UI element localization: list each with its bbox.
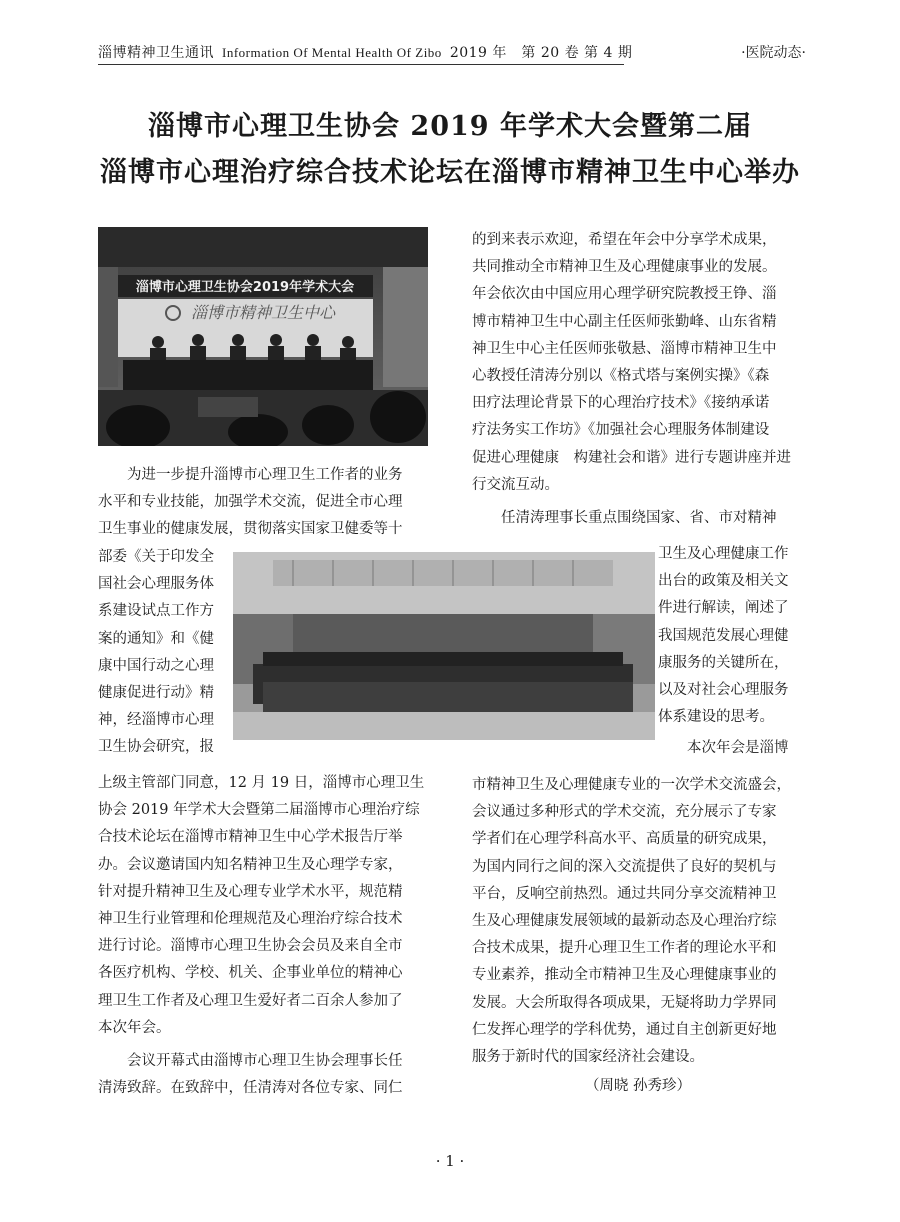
left-column-wrap bbox=[98, 544, 230, 762]
body-line: 生及心理健康发展领域的最新动态及心理治疗综 bbox=[472, 913, 777, 930]
wrap-line: 健康促进行动》精 bbox=[98, 685, 214, 702]
wrap-line: 我国规范发展心理健 bbox=[658, 627, 789, 644]
article-title bbox=[60, 104, 840, 196]
page-number: · 1 · bbox=[435, 1152, 465, 1170]
title-line-2: 淄博市心理治疗综合技术论坛在淄博市精神卫生中心举办 bbox=[100, 157, 800, 188]
wrap-line: 康中国行动之心理 bbox=[98, 657, 214, 674]
banner-text: 淄博市心理卫生协会2019年学术大会 bbox=[135, 280, 355, 295]
wrap-line: 卫生及心理健康工作 bbox=[658, 546, 789, 562]
body-line: 市精神卫生及心理健康专业的一次学术交流盛会， bbox=[472, 777, 791, 793]
body-line: 博市精神卫生中心副主任医师张勤峰、山东省精 bbox=[472, 313, 777, 330]
wrap-line: 系建设试点工作方 bbox=[98, 603, 214, 620]
body-line: 协会 2019 年学术大会暨第二届淄博市心理治疗综 bbox=[98, 802, 420, 819]
wrap-line: 出台的政策及相关文 bbox=[658, 573, 789, 590]
body-line: 理卫生工作者及心理卫生爱好者二百余人参加了 bbox=[98, 992, 403, 1009]
body-line: 针对提升精神卫生及心理专业学术水平，规范精 bbox=[98, 883, 403, 900]
section-label: ·医院动态· bbox=[741, 45, 806, 61]
left-column-top bbox=[98, 462, 430, 544]
para-intro-line: 卫生事业的健康发展，贯彻落实国家卫健委等十 bbox=[98, 521, 403, 538]
wrap-line: 以及对社会心理服务 bbox=[658, 682, 789, 699]
body-line: 共同推动全市精神卫生及心理健康事业的发展。 bbox=[472, 259, 777, 276]
body-line: 仁发挥心理学的学科优势，通过自主创新更好地 bbox=[472, 1021, 777, 1038]
right-column-wrap bbox=[658, 541, 808, 763]
body-line: 本次年会。 bbox=[98, 1019, 171, 1036]
title-line-1: 淄博市心理卫生协会 2019 年学术大会暨第二届 bbox=[148, 111, 752, 142]
issue-info: 2019 年 第 20 卷 第 4 期 bbox=[449, 45, 633, 61]
body-line: 行交流互动。 bbox=[472, 476, 559, 493]
conference-stage-photo bbox=[98, 227, 428, 446]
journal-name-en: Information Of Mental Health Of Zibo bbox=[222, 45, 442, 60]
right-column-bottom bbox=[472, 772, 804, 1100]
body-line: 会议开幕式由淄博市心理卫生协会理事长任 bbox=[127, 1053, 403, 1070]
group-photo-drawing bbox=[233, 552, 655, 740]
para-intro-line: 为进一步提升淄博市心理卫生工作者的业务 bbox=[127, 467, 403, 483]
wrap-line: 案的通知》和《健 bbox=[98, 630, 214, 647]
wall-sign-text: 淄博市精神卫生中心 bbox=[190, 303, 336, 322]
left-column-bottom bbox=[98, 770, 430, 1102]
wrap-line: 国社会心理服务体 bbox=[98, 576, 214, 593]
body-line: 的到来表示欢迎，希望在年会中分享学术成果， bbox=[472, 232, 777, 248]
wrap-line: 部委《关于印发全 bbox=[98, 549, 214, 565]
right-column-top bbox=[472, 227, 804, 532]
author-credit: （周晓 孙秀珍） bbox=[584, 1078, 692, 1095]
body-line: 发展。大会所取得各项成果，无疑将助力学界同 bbox=[472, 994, 777, 1011]
running-header bbox=[98, 36, 806, 66]
body-line: 办。会议邀请国内知名精神卫生及心理学专家， bbox=[98, 856, 403, 873]
body-line: 年会依次由中国应用心理学研究院教授王铮、淄 bbox=[472, 286, 777, 303]
body-line: 会议通过多种形式的学术交流，充分展示了专家 bbox=[472, 804, 777, 821]
body-line: 专业素养，推动全市精神卫生及心理健康事业的 bbox=[472, 967, 777, 984]
stage-photo-drawing bbox=[98, 227, 428, 446]
para-intro-line: 水平和专业技能，加强学术交流，促进全市心理 bbox=[98, 494, 403, 511]
wrap-line: 康服务的关键所在， bbox=[658, 654, 789, 671]
wrap-line: 卫生协会研究，报 bbox=[98, 739, 214, 756]
body-line: 神卫生中心主任医师张敬悬、淄博市精神卫生中 bbox=[472, 340, 777, 357]
wrap-line: 本次年会是淄博 bbox=[687, 740, 789, 757]
journal-info bbox=[98, 42, 632, 62]
wrap-line: 件进行解读，阐述了 bbox=[658, 600, 789, 617]
body-line: 神卫生行业管理和伦理规范及心理治疗综合技术 bbox=[98, 911, 403, 928]
body-line: 为国内同行之间的深入交流提供了良好的契机与 bbox=[472, 858, 777, 875]
body-line: 田疗法理论背景下的心理治疗技术》《接纳承诺 bbox=[472, 395, 770, 412]
wrap-line: 体系建设的思考。 bbox=[658, 709, 774, 726]
header-rule bbox=[98, 64, 624, 65]
body-line: 合技术论坛在淄博市精神卫生中心学术报告厅举 bbox=[98, 829, 403, 846]
body-line: 疗法务实工作坊》《加强社会心理服务体制建设 bbox=[472, 422, 770, 439]
body-line: 任清涛理事长重点围绕国家、省、市对精神 bbox=[501, 510, 777, 527]
body-line: 服务于新时代的国家经济社会建设。 bbox=[472, 1049, 704, 1066]
body-line: 清涛致辞。在致辞中，任清涛对各位专家、同仁 bbox=[98, 1080, 403, 1097]
body-line: 促进心理健康 构建社会和谐》进行专题讲座并进 bbox=[472, 449, 791, 466]
journal-name-cn: 淄博精神卫生通讯 bbox=[98, 45, 214, 61]
body-line: 各医疗机构、学校、机关、企事业单位的精神心 bbox=[98, 965, 403, 982]
body-line: 进行讨论。淄博市心理卫生协会会员及来自全市 bbox=[98, 938, 403, 955]
body-line: 学者们在心理学科高水平、高质量的研究成果， bbox=[472, 831, 777, 848]
body-line: 平台，反响空前热烈。通过共同分享交流精神卫 bbox=[472, 885, 777, 902]
body-line: 合技术成果，提升心理卫生工作者的理论水平和 bbox=[472, 940, 777, 957]
body-line: 心教授任清涛分别以《格式塔与案例实操》《森 bbox=[472, 368, 770, 385]
wrap-line: 神，经淄博市心理 bbox=[98, 712, 214, 729]
body-line: 上级主管部门同意，12 月 19 日，淄博市心理卫生 bbox=[98, 775, 425, 791]
group-photo bbox=[233, 552, 655, 740]
